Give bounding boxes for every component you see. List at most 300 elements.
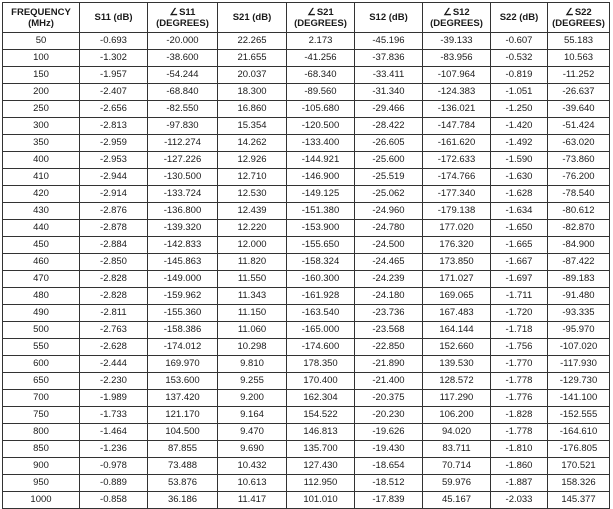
table-cell-s22_deg: 145.377 [548, 492, 610, 509]
table-cell-s11_db: -2.878 [80, 220, 148, 237]
table-cell-freq: 700 [3, 390, 80, 407]
table-cell-s12_db: -18.512 [355, 475, 423, 492]
table-row [3, 356, 610, 373]
column-header-unit: (DEGREES) [430, 17, 483, 29]
table-cell-s21_db: 22.265 [218, 33, 287, 50]
table-row [3, 84, 610, 101]
column-header-unit: (MHz) [28, 17, 54, 29]
table-cell-s22_deg: -78.540 [548, 186, 610, 203]
table-cell-s12_deg: -83.956 [423, 50, 491, 67]
table-cell-s12_db: -25.519 [355, 169, 423, 186]
table-cell-s11_db: -2.407 [80, 84, 148, 101]
table-cell-s11_deg: -112.274 [148, 135, 218, 152]
table-cell-s12_deg: 177.020 [423, 220, 491, 237]
table-cell-s11_db: -1.989 [80, 390, 148, 407]
table-cell-s21_deg: -89.560 [287, 84, 355, 101]
column-header-s12_deg [423, 3, 491, 33]
table-cell-s22_deg: -164.610 [548, 424, 610, 441]
angle-symbol-icon: ∠ [565, 6, 574, 18]
table-cell-s22_deg: -11.252 [548, 67, 610, 84]
table-cell-s12_deg: -174.766 [423, 169, 491, 186]
table-cell-s22_db: -1.828 [491, 407, 548, 424]
table-header-row [3, 3, 610, 33]
table-cell-s22_db: -1.887 [491, 475, 548, 492]
table-row [3, 203, 610, 220]
table-cell-s22_db: -0.607 [491, 33, 548, 50]
table-cell-s21_db: 11.417 [218, 492, 287, 509]
table-cell-s11_db: -0.693 [80, 33, 148, 50]
table-cell-s21_db: 20.037 [218, 67, 287, 84]
table-cell-s11_db: -2.876 [80, 203, 148, 220]
table-cell-s12_deg: 167.483 [423, 305, 491, 322]
table-row [3, 50, 610, 67]
table-cell-s21_db: 12.000 [218, 237, 287, 254]
angle-symbol-icon: ∠ [443, 6, 452, 18]
table-row [3, 475, 610, 492]
table-cell-s11_db: -2.828 [80, 271, 148, 288]
table-cell-s11_deg: 169.970 [148, 356, 218, 373]
table-cell-s12_db: -25.062 [355, 186, 423, 203]
table-cell-s11_deg: -82.550 [148, 101, 218, 118]
table-cell-freq: 470 [3, 271, 80, 288]
table-row [3, 322, 610, 339]
table-row [3, 407, 610, 424]
table-row [3, 305, 610, 322]
table-cell-freq: 480 [3, 288, 80, 305]
column-header-s11_db [80, 3, 148, 33]
table-cell-s21_db: 10.298 [218, 339, 287, 356]
table-cell-s11_db: -0.858 [80, 492, 148, 509]
table-cell-s12_deg: -177.340 [423, 186, 491, 203]
table-cell-s12_db: -19.626 [355, 424, 423, 441]
table-cell-s21_db: 12.710 [218, 169, 287, 186]
table-cell-s12_deg: -161.620 [423, 135, 491, 152]
column-header-s12_db [355, 3, 423, 33]
table-cell-s21_db: 9.470 [218, 424, 287, 441]
table-cell-s21_db: 11.343 [218, 288, 287, 305]
table-cell-s21_deg: 2.173 [287, 33, 355, 50]
table-cell-s21_deg: -120.500 [287, 118, 355, 135]
table-cell-s11_deg: -136.800 [148, 203, 218, 220]
table-row [3, 339, 610, 356]
column-header-text: S12 [452, 6, 470, 18]
table-cell-s21_db: 11.820 [218, 254, 287, 271]
table-cell-s21_db: 11.150 [218, 305, 287, 322]
table-cell-s12_db: -29.466 [355, 101, 423, 118]
table-cell-s12_db: -21.400 [355, 373, 423, 390]
column-header-s21_db [218, 3, 287, 33]
table-row [3, 220, 610, 237]
table-cell-s12_deg: 173.850 [423, 254, 491, 271]
table-cell-freq: 420 [3, 186, 80, 203]
column-header-s22_deg [548, 3, 610, 33]
table-cell-s22_db: -1.718 [491, 322, 548, 339]
table-cell-s21_deg: -149.125 [287, 186, 355, 203]
table-cell-s11_deg: -130.500 [148, 169, 218, 186]
table-cell-s11_db: -2.884 [80, 237, 148, 254]
table-cell-s22_db: -1.630 [491, 169, 548, 186]
table-row [3, 186, 610, 203]
table-cell-freq: 900 [3, 458, 80, 475]
table-cell-s21_deg: -144.921 [287, 152, 355, 169]
table-cell-s22_deg: -152.555 [548, 407, 610, 424]
table-cell-s21_deg: -153.900 [287, 220, 355, 237]
table-cell-s22_db: -1.810 [491, 441, 548, 458]
table-cell-s11_deg: -145.863 [148, 254, 218, 271]
table-cell-s11_db: -2.763 [80, 322, 148, 339]
table-cell-s21_db: 10.613 [218, 475, 287, 492]
table-cell-s22_db: -1.697 [491, 271, 548, 288]
table-cell-s21_deg: 146.813 [287, 424, 355, 441]
table-cell-s21_db: 12.220 [218, 220, 287, 237]
table-cell-s11_db: -1.733 [80, 407, 148, 424]
table-cell-s21_db: 11.550 [218, 271, 287, 288]
table-row [3, 33, 610, 50]
table-cell-s22_db: -1.051 [491, 84, 548, 101]
table-cell-s22_deg: -95.970 [548, 322, 610, 339]
table-cell-freq: 430 [3, 203, 80, 220]
table-cell-s22_deg: -87.422 [548, 254, 610, 271]
table-cell-s11_deg: -38.600 [148, 50, 218, 67]
s-parameter-table-container [2, 2, 610, 509]
table-cell-s12_deg: 83.711 [423, 441, 491, 458]
table-cell-s22_db: -2.033 [491, 492, 548, 509]
column-header-label [80, 12, 147, 23]
table-cell-s12_deg: 152.660 [423, 339, 491, 356]
table-cell-s22_db: -1.720 [491, 305, 548, 322]
table-body [3, 33, 610, 509]
table-cell-s11_deg: -159.962 [148, 288, 218, 305]
table-cell-s12_deg: -172.633 [423, 152, 491, 169]
table-cell-s21_db: 18.300 [218, 84, 287, 101]
table-cell-freq: 200 [3, 84, 80, 101]
table-cell-s12_db: -24.465 [355, 254, 423, 271]
table-cell-s12_deg: -147.784 [423, 118, 491, 135]
table-row [3, 237, 610, 254]
table-cell-s21_deg: 101.010 [287, 492, 355, 509]
table-cell-s21_db: 9.255 [218, 373, 287, 390]
table-cell-s11_db: -1.464 [80, 424, 148, 441]
table-cell-s22_deg: -63.020 [548, 135, 610, 152]
table-cell-s11_deg: -127.226 [148, 152, 218, 169]
table-cell-s21_deg: -155.650 [287, 237, 355, 254]
table-cell-s21_db: 14.262 [218, 135, 287, 152]
table-cell-s11_deg: -142.833 [148, 237, 218, 254]
table-cell-s12_deg: 176.320 [423, 237, 491, 254]
column-header-text: S11 [179, 6, 196, 18]
table-row [3, 458, 610, 475]
table-cell-s21_deg: 170.400 [287, 373, 355, 390]
table-cell-s21_db: 15.354 [218, 118, 287, 135]
column-header-unit: (DEGREES) [294, 17, 347, 29]
column-header-unit: (DEGREES) [552, 17, 605, 29]
table-cell-freq: 100 [3, 50, 80, 67]
table-cell-s21_db: 11.060 [218, 322, 287, 339]
table-cell-s21_db: 9.164 [218, 407, 287, 424]
table-cell-s22_deg: 10.563 [548, 50, 610, 67]
table-cell-s12_deg: 59.976 [423, 475, 491, 492]
table-cell-s22_db: -1.778 [491, 373, 548, 390]
table-cell-s11_db: -1.236 [80, 441, 148, 458]
table-cell-s12_db: -25.600 [355, 152, 423, 169]
column-header-text: S11 (dB) [94, 12, 133, 23]
table-cell-s22_db: -1.778 [491, 424, 548, 441]
table-cell-s11_deg: 53.876 [148, 475, 218, 492]
table-cell-s12_db: -24.960 [355, 203, 423, 220]
table-cell-s11_db: -2.959 [80, 135, 148, 152]
table-cell-s12_deg: -124.383 [423, 84, 491, 101]
table-cell-freq: 350 [3, 135, 80, 152]
table-cell-s12_db: -24.239 [355, 271, 423, 288]
s-parameter-table [2, 2, 610, 509]
table-cell-s12_deg: 45.167 [423, 492, 491, 509]
table-cell-s12_db: -23.568 [355, 322, 423, 339]
table-cell-s22_db: -1.776 [491, 390, 548, 407]
table-cell-s11_deg: -54.244 [148, 67, 218, 84]
table-cell-s21_deg: 135.700 [287, 441, 355, 458]
table-cell-freq: 1000 [3, 492, 80, 509]
column-header-label [3, 7, 79, 18]
table-cell-s11_db: -2.628 [80, 339, 148, 356]
angle-symbol-icon: ∠ [307, 6, 316, 18]
table-cell-s22_deg: -107.020 [548, 339, 610, 356]
table-cell-s12_deg: 106.200 [423, 407, 491, 424]
table-cell-s21_deg: -165.000 [287, 322, 355, 339]
table-cell-s11_deg: 73.488 [148, 458, 218, 475]
table-cell-freq: 800 [3, 424, 80, 441]
table-cell-s11_deg: -97.830 [148, 118, 218, 135]
table-row [3, 441, 610, 458]
column-header-text: S21 (dB) [232, 12, 272, 23]
table-cell-s21_db: 21.655 [218, 50, 287, 67]
table-row [3, 424, 610, 441]
table-cell-s11_db: -2.914 [80, 186, 148, 203]
table-cell-s22_deg: 170.521 [548, 458, 610, 475]
table-cell-s11_deg: 121.170 [148, 407, 218, 424]
table-cell-freq: 400 [3, 152, 80, 169]
table-cell-s21_deg: 112.950 [287, 475, 355, 492]
table-cell-s11_db: -0.978 [80, 458, 148, 475]
table-cell-s22_db: -0.532 [491, 50, 548, 67]
table-cell-freq: 500 [3, 322, 80, 339]
table-cell-s12_deg: -107.964 [423, 67, 491, 84]
column-header-label [423, 7, 490, 18]
table-cell-s11_deg: 153.600 [148, 373, 218, 390]
table-cell-s11_deg: -20.000 [148, 33, 218, 50]
table-cell-s11_db: -2.953 [80, 152, 148, 169]
table-cell-s12_db: -24.780 [355, 220, 423, 237]
table-cell-s21_deg: 154.522 [287, 407, 355, 424]
column-header-text: S22 [574, 6, 592, 18]
table-cell-s12_db: -33.411 [355, 67, 423, 84]
table-cell-s11_deg: 104.500 [148, 424, 218, 441]
table-cell-freq: 450 [3, 237, 80, 254]
column-header-s21_deg [287, 3, 355, 33]
table-cell-s11_db: -0.889 [80, 475, 148, 492]
table-cell-s12_db: -26.605 [355, 135, 423, 152]
column-header-label [287, 7, 354, 18]
angle-symbol-icon: ∠ [169, 6, 179, 18]
table-cell-freq: 300 [3, 118, 80, 135]
table-cell-s21_deg: 162.304 [287, 390, 355, 407]
table-cell-s12_deg: -39.133 [423, 33, 491, 50]
table-cell-s11_db: -1.302 [80, 50, 148, 67]
table-cell-s22_deg: -176.805 [548, 441, 610, 458]
table-cell-s21_deg: -133.400 [287, 135, 355, 152]
table-cell-s12_db: -22.850 [355, 339, 423, 356]
table-cell-s22_db: -0.819 [491, 67, 548, 84]
table-row [3, 254, 610, 271]
column-header-label [148, 7, 217, 18]
table-row [3, 492, 610, 509]
table-cell-s11_db: -2.811 [80, 305, 148, 322]
table-cell-s21_db: 9.200 [218, 390, 287, 407]
column-header-text: S22 (dB) [499, 12, 539, 23]
column-header-label [355, 12, 422, 23]
table-cell-freq: 440 [3, 220, 80, 237]
table-cell-s12_db: -17.839 [355, 492, 423, 509]
table-cell-s22_deg: -80.612 [548, 203, 610, 220]
table-cell-freq: 750 [3, 407, 80, 424]
table-cell-s21_deg: -105.680 [287, 101, 355, 118]
table-cell-s11_db: -2.230 [80, 373, 148, 390]
table-cell-s21_db: 16.860 [218, 101, 287, 118]
column-header-unit: (DEGREES) [156, 17, 209, 29]
table-cell-s21_db: 12.439 [218, 203, 287, 220]
table-cell-s11_db: -2.850 [80, 254, 148, 271]
table-cell-s21_deg: -158.324 [287, 254, 355, 271]
table-cell-s11_deg: -133.724 [148, 186, 218, 203]
table-cell-s22_deg: -39.640 [548, 101, 610, 118]
table-cell-s22_db: -1.711 [491, 288, 548, 305]
table-cell-s21_deg: -41.256 [287, 50, 355, 67]
table-cell-s22_deg: -89.183 [548, 271, 610, 288]
table-cell-s21_deg: -146.900 [287, 169, 355, 186]
table-cell-s11_deg: -158.386 [148, 322, 218, 339]
table-row [3, 169, 610, 186]
table-cell-freq: 410 [3, 169, 80, 186]
table-cell-s21_db: 10.432 [218, 458, 287, 475]
table-cell-s22_deg: -117.930 [548, 356, 610, 373]
table-cell-s12_db: -28.422 [355, 118, 423, 135]
table-row [3, 288, 610, 305]
table-row [3, 67, 610, 84]
table-cell-s21_deg: -160.300 [287, 271, 355, 288]
table-cell-s11_db: -1.957 [80, 67, 148, 84]
table-cell-freq: 550 [3, 339, 80, 356]
table-cell-s22_deg: -84.900 [548, 237, 610, 254]
table-cell-freq: 490 [3, 305, 80, 322]
table-cell-s22_db: -1.756 [491, 339, 548, 356]
table-cell-s21_db: 9.810 [218, 356, 287, 373]
table-cell-s12_deg: 70.714 [423, 458, 491, 475]
table-row [3, 373, 610, 390]
table-cell-s21_deg: -68.340 [287, 67, 355, 84]
table-cell-s22_db: -1.770 [491, 356, 548, 373]
table-cell-s22_db: -1.628 [491, 186, 548, 203]
table-cell-s22_deg: -26.637 [548, 84, 610, 101]
table-cell-s22_db: -1.634 [491, 203, 548, 220]
table-cell-s12_db: -20.230 [355, 407, 423, 424]
table-cell-freq: 950 [3, 475, 80, 492]
table-cell-s22_db: -1.590 [491, 152, 548, 169]
column-header-freq [3, 3, 80, 33]
table-cell-s12_db: -18.654 [355, 458, 423, 475]
table-cell-s12_deg: 139.530 [423, 356, 491, 373]
table-cell-s22_db: -1.650 [491, 220, 548, 237]
table-cell-s12_db: -21.890 [355, 356, 423, 373]
table-cell-s11_db: -2.828 [80, 288, 148, 305]
table-cell-s21_deg: -163.540 [287, 305, 355, 322]
table-cell-s22_db: -1.860 [491, 458, 548, 475]
table-cell-s22_deg: -82.870 [548, 220, 610, 237]
table-cell-s12_db: -45.196 [355, 33, 423, 50]
table-cell-s22_deg: -91.480 [548, 288, 610, 305]
table-cell-s22_deg: -93.335 [548, 305, 610, 322]
table-cell-s22_db: -1.667 [491, 254, 548, 271]
table-row [3, 118, 610, 135]
table-cell-s11_deg: -174.012 [148, 339, 218, 356]
table-cell-s21_db: 12.926 [218, 152, 287, 169]
table-cell-s12_deg: -179.138 [423, 203, 491, 220]
table-cell-s12_db: -37.836 [355, 50, 423, 67]
table-cell-freq: 460 [3, 254, 80, 271]
table-cell-freq: 50 [3, 33, 80, 50]
table-cell-s12_db: -19.430 [355, 441, 423, 458]
table-cell-s11_db: -2.944 [80, 169, 148, 186]
table-cell-freq: 150 [3, 67, 80, 84]
column-header-s11_deg [148, 3, 218, 33]
table-cell-s11_deg: 36.186 [148, 492, 218, 509]
table-cell-s22_db: -1.420 [491, 118, 548, 135]
table-row [3, 390, 610, 407]
table-cell-s12_db: -23.736 [355, 305, 423, 322]
table-cell-s11_deg: -149.000 [148, 271, 218, 288]
table-cell-s11_deg: -139.320 [148, 220, 218, 237]
table-cell-s22_deg: -129.730 [548, 373, 610, 390]
table-row [3, 271, 610, 288]
table-cell-s22_deg: -51.424 [548, 118, 610, 135]
table-cell-s12_db: -24.180 [355, 288, 423, 305]
column-header-label [491, 12, 547, 23]
table-cell-freq: 650 [3, 373, 80, 390]
table-cell-s21_deg: 178.350 [287, 356, 355, 373]
table-cell-s12_deg: 164.144 [423, 322, 491, 339]
table-cell-s12_deg: 169.065 [423, 288, 491, 305]
table-cell-s21_db: 12.530 [218, 186, 287, 203]
table-cell-s11_deg: 87.855 [148, 441, 218, 458]
column-header-label [548, 7, 609, 18]
table-cell-freq: 250 [3, 101, 80, 118]
table-cell-s12_deg: 94.020 [423, 424, 491, 441]
column-header-text: FREQUENCY [11, 6, 71, 18]
table-cell-s22_deg: -76.200 [548, 169, 610, 186]
table-row [3, 152, 610, 169]
table-cell-s12_db: -31.340 [355, 84, 423, 101]
table-cell-s11_deg: -155.360 [148, 305, 218, 322]
table-row [3, 135, 610, 152]
column-header-text: S12 (dB) [369, 12, 408, 23]
table-cell-s21_deg: -151.380 [287, 203, 355, 220]
table-cell-s11_deg: -68.840 [148, 84, 218, 101]
table-cell-s21_db: 9.690 [218, 441, 287, 458]
table-cell-s22_deg: -141.100 [548, 390, 610, 407]
column-header-label [218, 12, 286, 23]
table-cell-s21_deg: 127.430 [287, 458, 355, 475]
table-cell-freq: 600 [3, 356, 80, 373]
table-cell-s22_deg: 55.183 [548, 33, 610, 50]
table-cell-s22_db: -1.492 [491, 135, 548, 152]
